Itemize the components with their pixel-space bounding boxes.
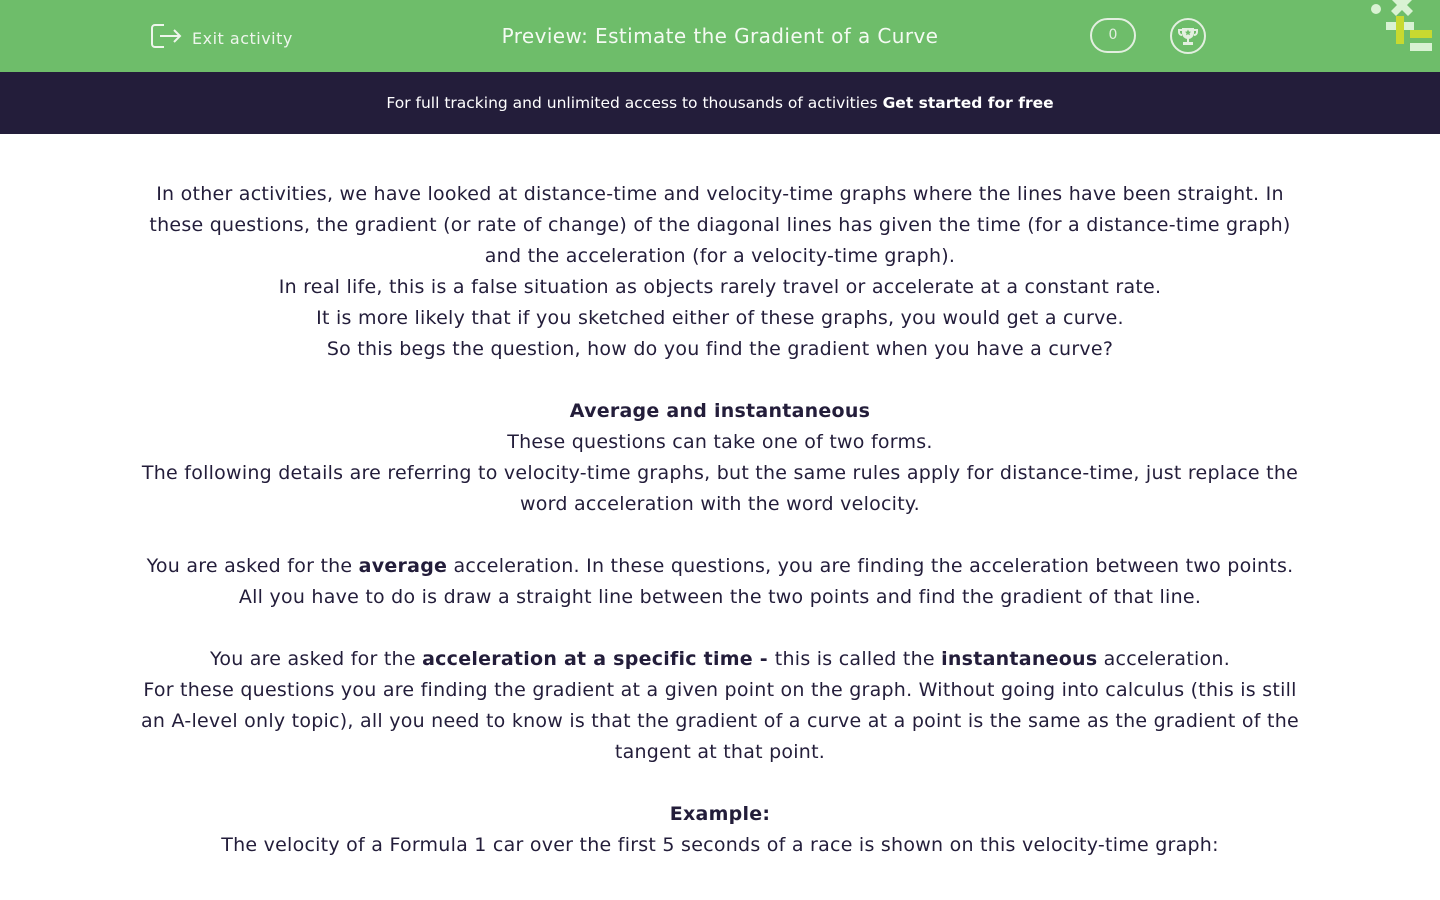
page-title: Preview: Estimate the Gradient of a Curve — [501, 24, 939, 48]
forms-text: The following details are referring to velocity-time graphs, but the same rules apply for distance-time, just replace the word acceleration with the word velocity. — [141, 462, 1299, 515]
forms-text: These questions can take one of two forms. — [507, 431, 933, 453]
exit-icon — [150, 22, 182, 54]
exit-label: Exit activity — [192, 28, 293, 48]
text: You are asked for the — [146, 555, 359, 577]
trophy-icon — [1177, 25, 1199, 47]
intro-text: In real life, this is a false situation as objects rarely travel or accelerate at a constant rate. — [278, 276, 1162, 298]
text: acceleration. — [1097, 648, 1230, 670]
trophy-button[interactable] — [1170, 18, 1206, 54]
bold-text: average — [358, 555, 448, 577]
instantaneous-paragraph — [140, 644, 1300, 768]
bold-text: acceleration at a specific time - — [422, 648, 775, 670]
text: this is called the — [774, 648, 942, 670]
top-bar — [0, 0, 1440, 72]
section-heading: Average and instantaneous — [569, 400, 871, 422]
example-heading: Example: — [669, 803, 771, 825]
intro-text: It is more likely that if you sketched either of these graphs, you would get a curve. — [316, 307, 1124, 329]
bold-text: instantaneous — [941, 648, 1098, 670]
score-badge: 0 — [1090, 18, 1136, 53]
text: For these questions you are finding the gradient at a given point on the graph. Without going into calculus (this is still an A-level only topic), all you need to know is that the gradient of a curve at a point is the same as the gradient of the tangent at that point. — [141, 679, 1299, 763]
text: acceleration. In these questions, you are finding the acceleration between two points. All you have to do is draw a straight line between the two points and find the gradient of that line. — [238, 555, 1294, 608]
intro-text: So this begs the question, how do you find the gradient when you have a curve? — [326, 338, 1114, 360]
intro-text: In other activities, we have looked at distance-time and velocity-time graphs where the lines have been straight. In these questions, the gradient (or rate of change) of the diagonal lines has given the time (for a distance-time graph) and the acceleration (for a velocity-time graph). — [149, 183, 1291, 267]
text: You are asked for the — [209, 648, 423, 670]
exit-activity-button[interactable] — [150, 22, 293, 54]
banner-text: For full tracking and unlimited access to thousands of activities — [386, 94, 883, 112]
brand-logo — [1366, 0, 1440, 60]
average-paragraph — [140, 551, 1300, 613]
signup-banner — [0, 72, 1440, 134]
example-text: The velocity of a Formula 1 car over the first 5 seconds of a race is shown on this velocity-time graph: — [221, 834, 1219, 856]
activity-content — [140, 134, 1300, 861]
get-started-link[interactable]: Get started for free — [882, 94, 1054, 112]
